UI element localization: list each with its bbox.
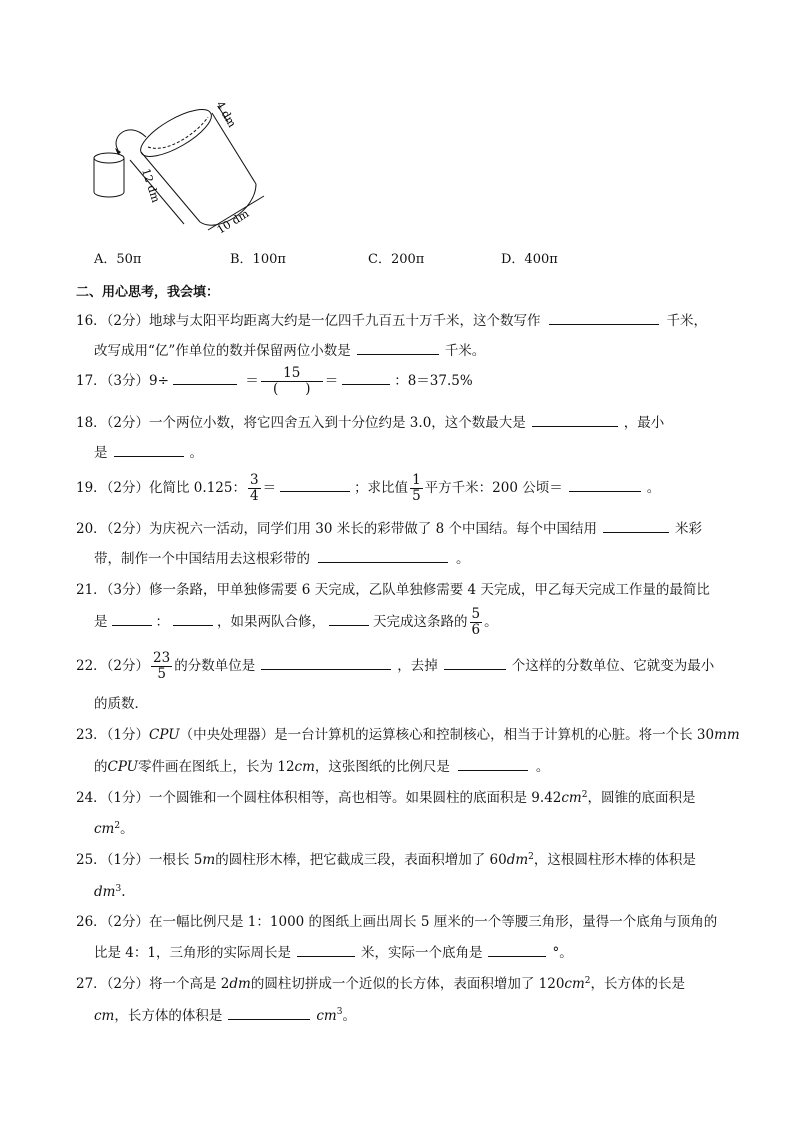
option-a: A．50π bbox=[94, 252, 142, 267]
answer-blank[interactable] bbox=[280, 477, 350, 492]
answer-blank[interactable] bbox=[228, 1005, 310, 1020]
answer-blank[interactable] bbox=[318, 548, 448, 563]
question-20-line1: 20．（2分）为庆祝六一活动，同学们用 30 米长的彩带做了 8 个中国结。每个中国结用 米彩 bbox=[76, 518, 702, 539]
question-18-line2: 是 。 bbox=[94, 442, 203, 463]
answer-blank[interactable] bbox=[173, 611, 213, 626]
answer-blank[interactable] bbox=[603, 518, 669, 533]
section-heading: 二、用心思考，我会填： bbox=[76, 285, 220, 300]
fraction: $\frac{23}{5}$ bbox=[153, 650, 171, 682]
question-20-line2: 带，制作一个中国结用去这根彩带的 。 bbox=[94, 548, 470, 569]
question-16-line1: 16．（2分）地球与太阳平均距离大约是一亿四千九百五十万千米，这个数写作 千米， bbox=[76, 310, 707, 331]
answer-blank[interactable] bbox=[458, 756, 528, 771]
fraction: $\frac{15}{( )}$ bbox=[261, 366, 323, 397]
question-17: 17．（3分）9÷ ＝ $\frac{15}{( )}$ ＝ ：8＝37.5% bbox=[76, 365, 473, 397]
small-cylinder bbox=[94, 153, 124, 197]
question-24-line2: $cm^2$。 bbox=[94, 821, 134, 837]
answer-blank[interactable] bbox=[488, 942, 546, 957]
question-19: 19．（2分）化简比 0.125： $\frac{3}{4}$ ＝ ；求比值 $\frac{1}{5}$ 平方千米：200 公顷＝ 。 bbox=[76, 472, 661, 504]
answer-blank[interactable] bbox=[173, 370, 237, 385]
cylinder-figure bbox=[88, 92, 278, 242]
question-27-line1: 27．（2分）将一个高是 2dm的圆柱切拼成一个近似的长方体，表面积增加了 $120cm^2$，长方体的长是 bbox=[76, 976, 686, 992]
question-25-line1: 25．（1分）一根长 5m的圆柱形木棒，把它截成三段，表面积增加了 $60dm^2$，这根圆柱形木棒的体积是 bbox=[76, 852, 696, 868]
figure-label-bottom: 10 dm bbox=[214, 206, 252, 237]
question-27-line2: cm，长方体的体积是 $cm^3$。 bbox=[94, 1007, 356, 1024]
question-21-line1: 21．（3分）修一条路，甲单独修需要 6 天完成，乙队单独修需要 4 天完成，甲乙每天完成工作量的最简比 bbox=[76, 582, 710, 598]
question-24-line1: 24．（1分）一个圆锥和一个圆柱体积相等，高也相等。如果圆柱的底面积是 $9.42cm^2$，圆锥的底面积是 bbox=[76, 790, 696, 806]
answer-blank[interactable] bbox=[549, 310, 659, 325]
question-23-line1: 23．（1分）CPU（中央处理器）是一台计算机的运算核心和控制核心，相当于计算机的心脏。将一个长 30mm bbox=[76, 727, 740, 743]
answer-blank[interactable] bbox=[444, 655, 506, 670]
question-18-line1: 18．（2分）一个两位小数，将它四舍五入到十分位约是 3.0，这个数最大是 ，最小 bbox=[76, 412, 664, 433]
answer-blank[interactable] bbox=[297, 942, 355, 957]
figure-label-length: 12 dm bbox=[139, 166, 163, 205]
answer-blank[interactable] bbox=[357, 340, 439, 355]
large-cylinder bbox=[134, 101, 256, 225]
answer-blank[interactable] bbox=[532, 412, 618, 427]
question-23-line2: 的CPU零件画在图纸上，长为 12cm，这张图纸的比例尺是 。 bbox=[94, 756, 549, 777]
fraction: $\frac{3}{4}$ bbox=[249, 472, 259, 504]
option-d: D．400π bbox=[501, 252, 558, 267]
question-16-line2: 改写成用“亿”作单位的数并保留两位小数是 千米。 bbox=[94, 340, 485, 361]
answer-blank[interactable] bbox=[114, 442, 184, 457]
answer-blank[interactable] bbox=[329, 611, 369, 626]
answer-blank[interactable] bbox=[569, 477, 641, 492]
question-21-line2: 是 ： ，如果两队合修， 天完成这条路的 $\frac{5}{6}$ 。 bbox=[94, 606, 498, 638]
question-22-line2: 的质数． bbox=[94, 696, 148, 712]
fraction: $\frac{1}{5}$ bbox=[412, 472, 421, 504]
question-22-line1: 22．（2分） $\frac{23}{5}$ 的分数单位是 ，去掉 个这样的分数单位、它就变为最小 bbox=[76, 650, 715, 682]
answer-blank[interactable] bbox=[261, 655, 391, 670]
question-25-line2: $dm^3$. bbox=[94, 884, 126, 900]
answer-blank[interactable] bbox=[342, 370, 390, 385]
figure-label-diameter: 4 dm bbox=[213, 99, 239, 130]
fraction: $\frac{5}{6}$ bbox=[471, 606, 481, 638]
option-c: C．200π bbox=[368, 252, 425, 267]
option-b: B．100π bbox=[230, 252, 286, 267]
question-26-line1: 26．（2分）在一幅比例尺是 1：1000 的图纸上画出周长 5 厘米的一个等腰三角形，量得一个底角与顶角的 bbox=[76, 914, 718, 930]
answer-blank[interactable] bbox=[112, 611, 152, 626]
question-26-line2: 比是 4：1，三角形的实际周长是 米，实际一个底角是 °。 bbox=[94, 942, 573, 963]
